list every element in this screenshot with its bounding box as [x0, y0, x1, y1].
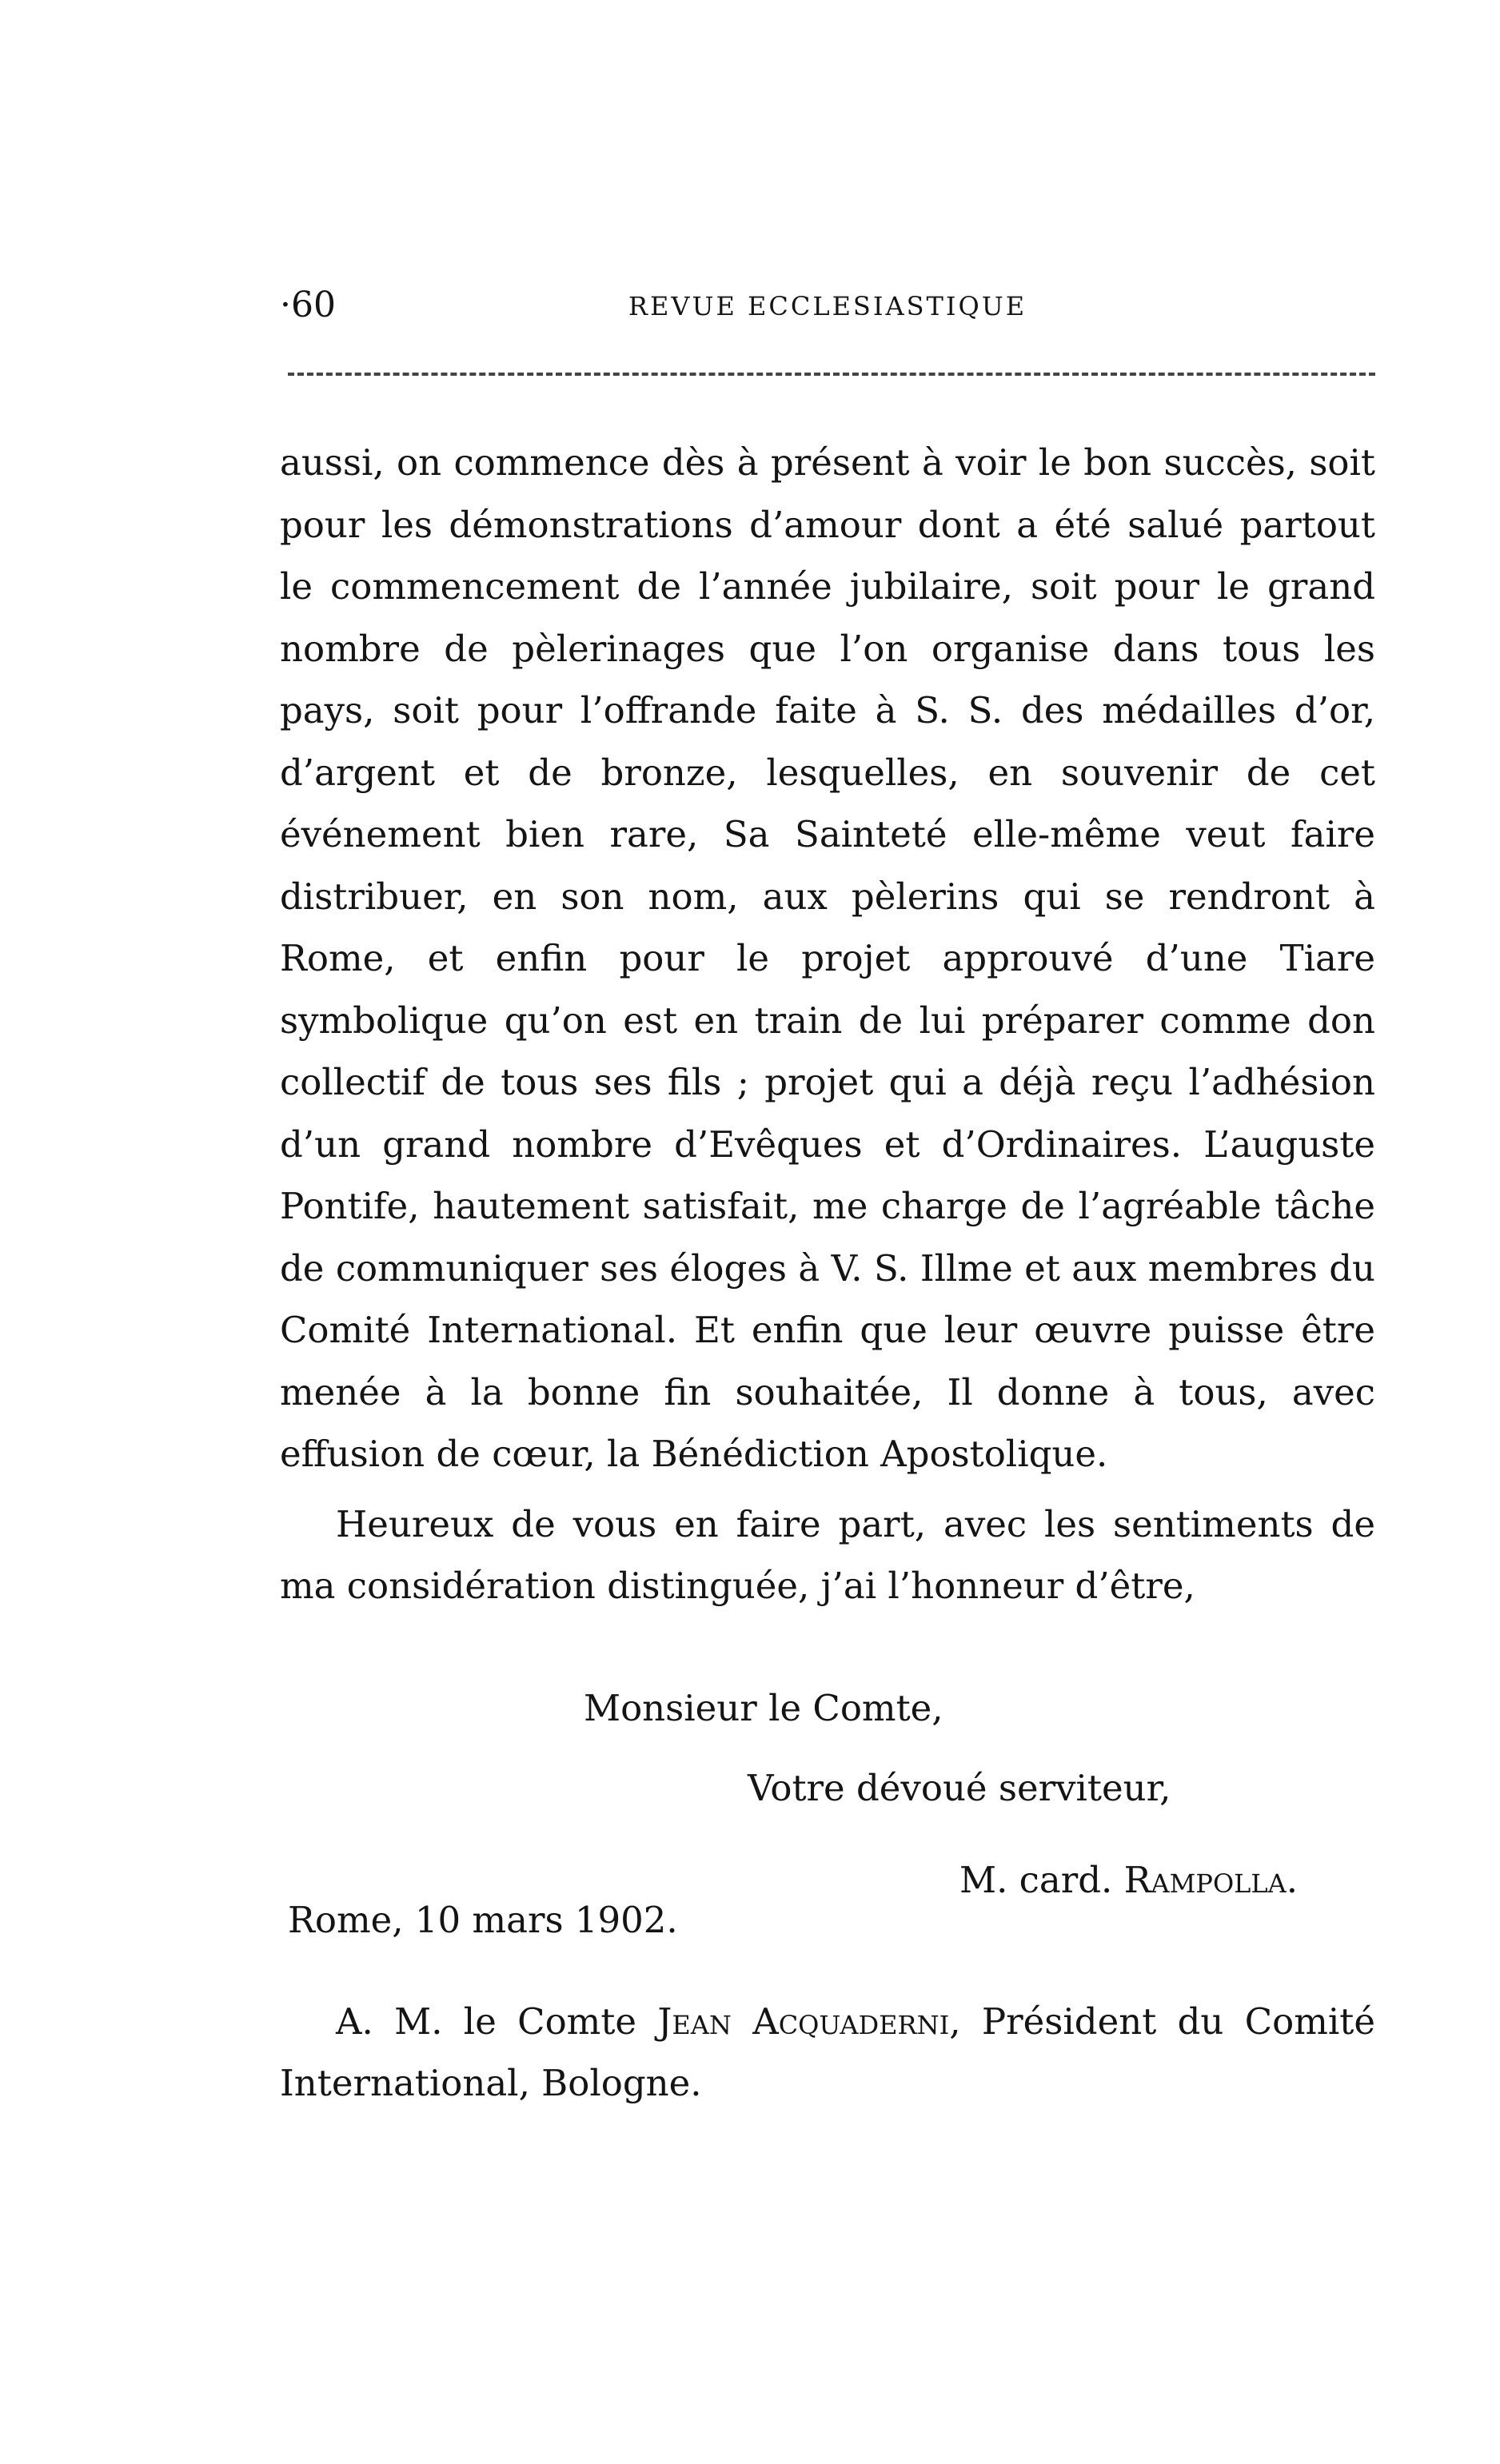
- addressee-line: [280, 1991, 1375, 2114]
- addressee-suffix: , Président du Comité International, Bologne.: [280, 2000, 1376, 2104]
- addressee-name: Jean Acquaderni: [657, 2000, 950, 2043]
- running-head: REVUE ECCLESIASTIQUE: [628, 291, 1027, 321]
- place-date: Rome, 10 mars 1902.: [288, 1899, 678, 1941]
- addressee: [280, 1991, 1375, 2114]
- page-number: ·60: [280, 285, 336, 325]
- body-paragraph: aussi, on commence dès à présent à voir le bon succès, soit pour les démonstrations d’amour dont a été salué partout le commencement de l’année jubilaire, soit pour le grand nombre de pèlerinages que l’on organise dans tous les pays, soit pour l’offrande faite à S. S. des médailles d’or, d’argent et de bronze, lesquelles, en souvenir de cet événement bien rare, Sa Sainteté elle-même veut faire distribuer, en son nom, aux pèlerins qui se rendront à Rome, et enfin pour le projet approuvé d’une Tiare symbolique qu’on est en train de lui préparer comme don collectif de tous ses fils ; projet qui a déjà reçu l’adhésion d’un grand nombre d’Evêques et d’Ordinaires. L’auguste Pontife, hautement satisfait, me charge de l’agréable tâche de communiquer ses éloges à V. S. Illme et aux membres du Comité International. Et enfin que leur œuvre puisse être menée à la bonne fin souhaitée, Il donne à tous, avec effusion de cœur, la Bénédiction Apostolique.: [280, 441, 1375, 1475]
- header-rule: [288, 373, 1375, 376]
- salutation: Monsieur le Comte,: [584, 1687, 943, 1729]
- page-header: [280, 285, 1375, 333]
- signature-name: Rampolla.: [1123, 1859, 1299, 1901]
- complimentary-close: Votre dévoué serviteur,: [748, 1767, 1171, 1809]
- addressee-prefix: A. M. le Comte: [336, 2000, 658, 2043]
- body-paragraph: Heureux de vous en faire part, avec les sentiments de ma considération distinguée, j’ai l’honneur d’être,: [280, 1502, 1375, 1607]
- signature-prefix: M. card.: [959, 1859, 1124, 1901]
- signature: [959, 1859, 1298, 1901]
- letter-body: [280, 432, 1375, 1617]
